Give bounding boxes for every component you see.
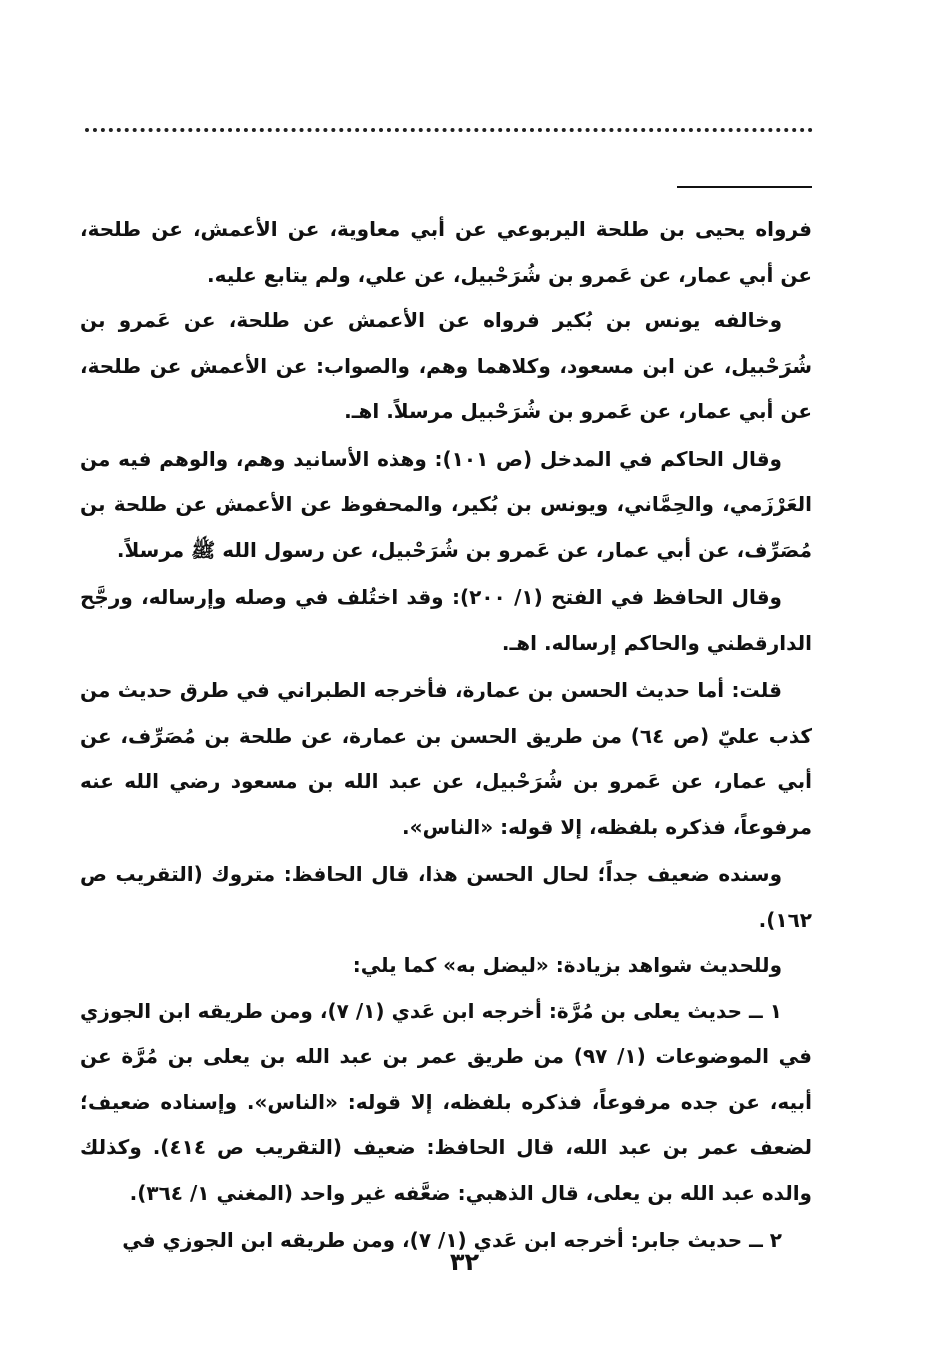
paragraph: ٢ ــ حديث جابر: أخرجه ابن عَدي (١/ ٧)، ومن طريقه ابن الجوزي في xyxy=(122,1228,782,1252)
paragraph: وللحديث شواهد بزيادة: «ليضل به» كما يلي: xyxy=(352,953,782,977)
paragraph: قلت: أما حديث الحسن بن عمارة، فأخرجه الطبراني في طرق حديث من كذب عليّ (ص ٦٤) من طريق الحسن بن عمارة، عن طلحة بن مُصَرِّف، عن أبي عمار، عن عَمرو بن شُرَحْبيل، عن عبد الله بن مسعود رضي الله عنه مرفوعاً، فذكره بلفظه، إلا قوله: «الناس». xyxy=(80,678,813,839)
paragraph: وسنده ضعيف جداً؛ لحال الحسن هذا، قال الحافظ: متروك (التقريب ص ١٦٢). xyxy=(80,862,812,932)
paragraph: وخالفه يونس بن بُكير فرواه عن الأعمش عن طلحة، عن عَمرو بن شُرَحْبيل، عن ابن مسعود، وكلاهما وهم، والصواب: عن الأعمش عن طلحة، عن أبي عمار، عن عَمرو بن شُرَحْبيل مرسلاً. اهـ. xyxy=(80,308,812,423)
footnote-separator-line xyxy=(677,186,812,188)
paragraph: وقال الحاكم في المدخل (ص ١٠١): وهذه الأسانيد وهم، والوهم فيه من العَرْزَمي، والحِمَّاني، ويونس بن بُكير، والمحفوظ عن الأعمش عن طلحة بن مُصَرِّف، عن أبي عمار، عن عَمرو بن شُرَحْبيل، عن رسول الله ﷺ مرسلاً. xyxy=(80,446,812,562)
paragraph: ١ ــ حديث يعلى بن مُرَّة: أخرجه ابن عَدي (١/ ٧)، ومن طريقه ابن الجوزي في الموضوعات (١/ ٩٧) من طريق عمر بن عبد الله بن يعلى بن مُرَّة عن أبيه، عن جده مرفوعاً، فذكره بلفظه، إلا قوله: «الناس». وإسناده ضعيف؛ لضعف عمر بن عبد الله، قال الحافظ: ضعيف (التقريب ص ٤١٤). وكذلك والده عبد الله بن يعلى، قال الذهبي: ضعَّفه غير واحد (المغني ١/ ٣٦٤). xyxy=(80,998,813,1205)
dotted-separator xyxy=(85,128,813,132)
footnote-text xyxy=(80,207,812,1264)
paragraph: وقال الحافظ في الفتح (١/ ٢٠٠): وقد اختُلف في وصله وإرساله، ورجَّح الدارقطني والحاكم إرساله. اهـ. xyxy=(80,585,812,655)
page-number: ٣٢ xyxy=(449,1248,480,1276)
paragraph: فرواه يحيى بن طلحة اليربوعي عن أبي معاوية، عن الأعمش، عن طلحة، عن أبي عمار، عن عَمرو بن شُرَحْبيل، عن علي، ولم يتابع عليه. xyxy=(80,217,812,287)
